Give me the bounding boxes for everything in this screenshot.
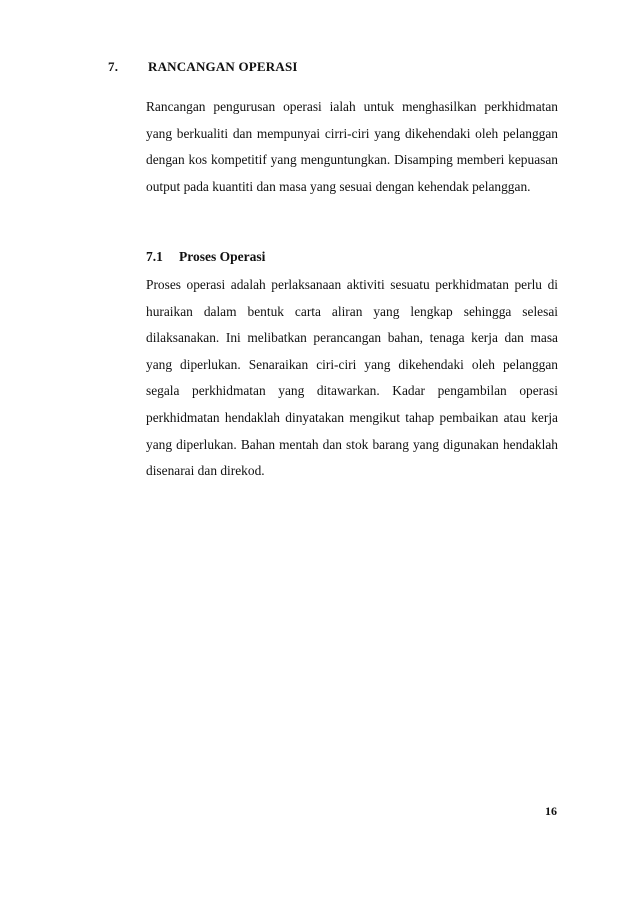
subsection-heading [146,249,265,265]
section-heading [108,59,298,75]
section-number: 7. [108,59,119,74]
subsection-title: Proses Operasi [179,249,266,264]
section-paragraph: Rancangan pengurusan operasi ialah untuk menghasilkan perkhidmatan yang berkualiti dan mempunyai cirri-ciri yang dikehendaki oleh pelanggan dengan kos kompetitif yang menguntungkan. Disamping memberi kepuasan output pada kuantiti dan masa yang sesuai dengan kehendak pelanggan. [146,99,558,194]
subsection-number: 7.1 [146,249,163,264]
section-title: RANCANGAN OPERASI [148,59,298,74]
page-number: 16 [545,804,557,818]
subsection-paragraph: Proses operasi adalah perlaksanaan aktiviti sesuatu perkhidmatan perlu di huraikan dalam bentuk carta aliran yang lengkap sehingga selesai dilaksanakan. Ini melibatkan perancangan bahan, tenaga kerja dan masa yang diperlukan. Senaraikan ciri-ciri yang dikehendaki oleh pelanggan segala perkhidmatan yang ditawarkan. Kadar pengambilan operasi perkhidmatan hendaklah dinyatakan mengikut tahap pembaikan atau kerja yang diperlukan. Bahan mentah dan stok barang yang digunakan hendaklah disenarai dan direkod. [146,277,558,479]
